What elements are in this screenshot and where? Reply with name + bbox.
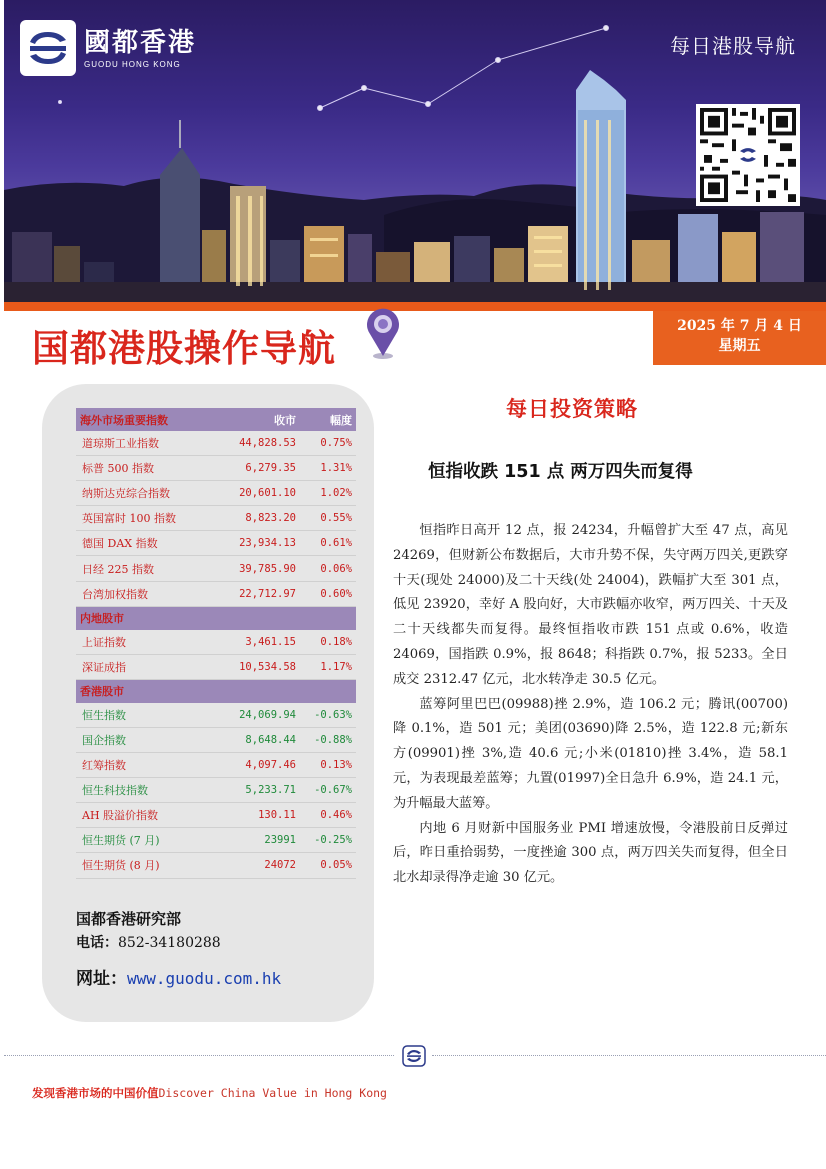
index-name: 上证指数 xyxy=(82,635,126,649)
close-value: 24,069.94 xyxy=(239,708,296,721)
change-percent: 0.75% xyxy=(320,437,352,450)
close-value: 20,601.10 xyxy=(239,487,296,500)
change-percent: 0.18% xyxy=(320,635,352,648)
website-label: 网址： xyxy=(76,969,127,989)
change-percent: 0.55% xyxy=(320,512,352,525)
table-row xyxy=(76,753,356,778)
footer-divider xyxy=(4,1055,394,1056)
table-row xyxy=(76,655,356,680)
table-row xyxy=(76,803,356,828)
change-percent: -0.63% xyxy=(314,708,352,721)
table-row xyxy=(76,630,356,655)
column-header-close: 收市 xyxy=(274,413,296,427)
location-pin-icon xyxy=(360,304,406,360)
index-name: 德国 DAX 指数 xyxy=(82,537,158,551)
article-paragraph: 内地 6 月财新中国服务业 PMI 增速放慢，令港股前日反弹过后，昨日重拾弱势，一度挫逾 300 点，两万四关失而复得，但全日北水却录得净走逾 30 亿元。 xyxy=(393,820,788,886)
section-title-strategy: 每日投资策略 xyxy=(506,397,638,421)
phone-line xyxy=(76,930,366,956)
date-badge xyxy=(653,311,826,365)
close-value: 5,233.71 xyxy=(245,784,296,797)
close-value: 23,934.13 xyxy=(239,537,296,550)
index-name: 恒生期货 (8 月) xyxy=(82,859,160,873)
change-percent: 0.60% xyxy=(320,587,352,600)
index-name: 标普 500 指数 xyxy=(82,462,154,476)
table-row xyxy=(76,828,356,853)
index-name: 台湾加权指数 xyxy=(82,587,148,601)
index-name: 英国富时 100 指数 xyxy=(82,512,176,526)
table-row xyxy=(76,778,356,803)
logo-chinese-name: 國都香港 xyxy=(84,27,197,58)
close-value: 8,648.44 xyxy=(245,733,296,746)
change-percent: 0.61% xyxy=(320,537,352,550)
table-row xyxy=(76,853,356,878)
logo-english-name: GUODU HONG KONG xyxy=(84,59,181,69)
logo-emblem-icon xyxy=(20,20,76,76)
phone-label: 电话： xyxy=(76,935,118,951)
contact-info xyxy=(76,908,366,989)
close-value: 23991 xyxy=(264,834,296,847)
section-title: 内地股市 xyxy=(80,612,124,626)
header-banner xyxy=(4,0,826,302)
table-row xyxy=(76,728,356,753)
article-headline: 恒指收跌 151 点 两万四失而复得 xyxy=(428,462,693,482)
change-percent: 1.17% xyxy=(320,660,352,673)
section-header-hongkong xyxy=(76,680,356,703)
close-value: 22,712.97 xyxy=(239,587,296,600)
close-value: 6,279.35 xyxy=(245,462,296,475)
close-value: 3,461.15 xyxy=(245,635,296,648)
footer-slogan xyxy=(32,1085,387,1101)
index-name: 国企指数 xyxy=(82,733,126,747)
article-body xyxy=(393,519,788,891)
section-header-mainland xyxy=(76,607,356,630)
close-value: 8,823.20 xyxy=(245,512,296,525)
index-name: 道琼斯工业指数 xyxy=(82,437,159,451)
change-percent: 0.13% xyxy=(320,759,352,772)
index-name: 日经 225 指数 xyxy=(82,562,154,576)
table-row xyxy=(76,431,356,456)
banner-title: 每日港股导航 xyxy=(670,34,796,58)
table-row xyxy=(76,556,356,581)
website-line xyxy=(76,964,366,989)
close-value: 4,097.46 xyxy=(245,759,296,772)
close-value: 44,828.53 xyxy=(239,437,296,450)
change-percent: 1.02% xyxy=(320,487,352,500)
table-row xyxy=(76,531,356,556)
close-value: 10,534.58 xyxy=(239,660,296,673)
qr-code-icon xyxy=(696,104,800,206)
index-name: 恒生期货 (7 月) xyxy=(82,834,160,848)
slogan-chinese: 发现香港市场的中国价值 xyxy=(32,1086,159,1100)
change-percent: 0.05% xyxy=(320,859,352,872)
report-date: 2025 年 7 月 4 日 xyxy=(677,318,802,334)
article-paragraph: 蓝筹阿里巴巴(09988)挫 2.9%，造 106.2 元；腾讯(00700)降 0.1%，造 501 元；美团(03690)降 2.5%，造 122.8 元;新东方(09901)挫 3%,造 40.6 元;小米(01810)挫 3.4%，造 58.1 元，为表现最差蓝筹；九置(01997)全日急升 6.9%，造 24.1 元，为升幅最大蓝筹。 xyxy=(393,696,788,811)
close-value: 24072 xyxy=(264,859,296,872)
close-value: 39,785.90 xyxy=(239,562,296,575)
slogan-english: Discover China Value in Hong Kong xyxy=(158,1086,387,1100)
research-department: 国都香港研究部 xyxy=(76,910,182,928)
banner-accent-bar xyxy=(4,302,826,311)
table-row xyxy=(76,456,356,481)
table-row xyxy=(76,703,356,728)
footer-divider xyxy=(432,1055,826,1056)
table-row xyxy=(76,582,356,607)
change-percent: 1.31% xyxy=(320,462,352,475)
website-link[interactable]: www.guodu.com.hk xyxy=(127,969,282,988)
guodu-logo xyxy=(20,20,196,76)
table-row xyxy=(76,506,356,531)
index-name: 纳斯达克综合指数 xyxy=(82,487,170,501)
table-row xyxy=(76,481,356,506)
change-percent: 0.06% xyxy=(320,562,352,575)
table-header-row xyxy=(76,408,356,431)
change-percent: -0.67% xyxy=(314,784,352,797)
index-name: AH 股溢价指数 xyxy=(82,809,159,823)
section-title: 香港股市 xyxy=(80,685,124,699)
market-index-table xyxy=(76,408,356,879)
index-name: 恒生指数 xyxy=(82,708,126,722)
report-weekday: 星期五 xyxy=(718,338,761,354)
index-name: 深证成指 xyxy=(82,660,126,674)
index-name: 红筹指数 xyxy=(82,759,126,773)
index-name: 恒生科技指数 xyxy=(82,784,148,798)
phone-number: 852-34180288 xyxy=(118,935,221,951)
page-title: 国都港股操作导航 xyxy=(32,327,336,370)
column-header-change: 幅度 xyxy=(330,413,352,427)
change-percent: 0.46% xyxy=(320,809,352,822)
article-paragraph: 恒指昨日高开 12 点，报 24234，升幅曾扩大至 47 点，高见 24269，但财新公布数据后，大市升势不保，失守两万四关,更跌穿十天(现处 24000)及二十天线(处 24004)，跌幅扩大至 301 点，低见 23920，幸好 A 股向好，大市跌幅亦收窄，两万四关、十天及二十天线都失而复得。最终恒指收市跌 151 点或 0.6%，收造 24069，国指跌 0.9%，报 8648；科指跌 0.7%，报 5233。全日成交 2312.47 亿元，北水转净走 30.5 亿元。 xyxy=(393,523,788,687)
change-percent: -0.88% xyxy=(314,733,352,746)
change-percent: -0.25% xyxy=(314,834,352,847)
footer-logo-icon xyxy=(402,1045,426,1067)
column-header-index: 海外市场重要指数 xyxy=(80,413,168,427)
close-value: 130.11 xyxy=(258,809,296,822)
